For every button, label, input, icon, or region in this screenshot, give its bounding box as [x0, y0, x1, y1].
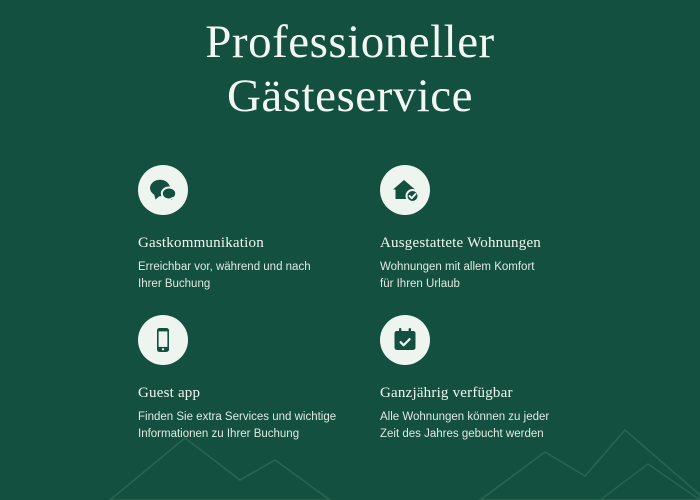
page-title-line-2: Gästeservice	[226, 69, 474, 122]
feature-item-gastkommunikation	[138, 165, 380, 315]
page-title	[0, 16, 700, 123]
feature-item-ausgestattete-wohnungen	[380, 165, 608, 315]
smartphone-icon	[138, 315, 188, 365]
feature-description-line-2: Zeit des Jahres gebucht werden	[380, 427, 544, 440]
page-title-line-1: Professioneller	[205, 16, 495, 68]
feature-description-line-1: Wohnungen mit allem Komfort	[380, 261, 535, 273]
feature-title: Gastkommunikation	[138, 235, 264, 251]
feature-description-line-1: Finden Sie extra Services und wichtige	[138, 411, 337, 423]
feature-title: Ganzjährig verfügbar	[380, 385, 513, 401]
feature-description	[380, 259, 580, 292]
feature-title: Guest app	[138, 385, 201, 401]
feature-description-line-1: Alle Wohnungen können zu jeder	[380, 411, 550, 423]
feature-description	[138, 259, 338, 292]
feature-title: Ausgestattete Wohnungen	[380, 235, 542, 251]
feature-description-line-2: für Ihren Urlaub	[380, 277, 460, 290]
feature-description-line-2: Ihrer Buchung	[138, 277, 211, 290]
feature-grid	[138, 165, 608, 465]
feature-description	[138, 409, 338, 442]
calendar-check-icon	[380, 315, 430, 365]
feature-item-ganzjaehrig-verfuegbar	[380, 315, 608, 465]
feature-description	[380, 409, 580, 442]
feature-description-line-1: Erreichbar vor, während und nach	[138, 261, 311, 273]
feature-description-line-2: Informationen zu Ihrer Buchung	[138, 427, 300, 440]
chat-bubbles-icon	[138, 165, 188, 215]
feature-item-guest-app	[138, 315, 380, 465]
house-check-icon	[380, 165, 430, 215]
